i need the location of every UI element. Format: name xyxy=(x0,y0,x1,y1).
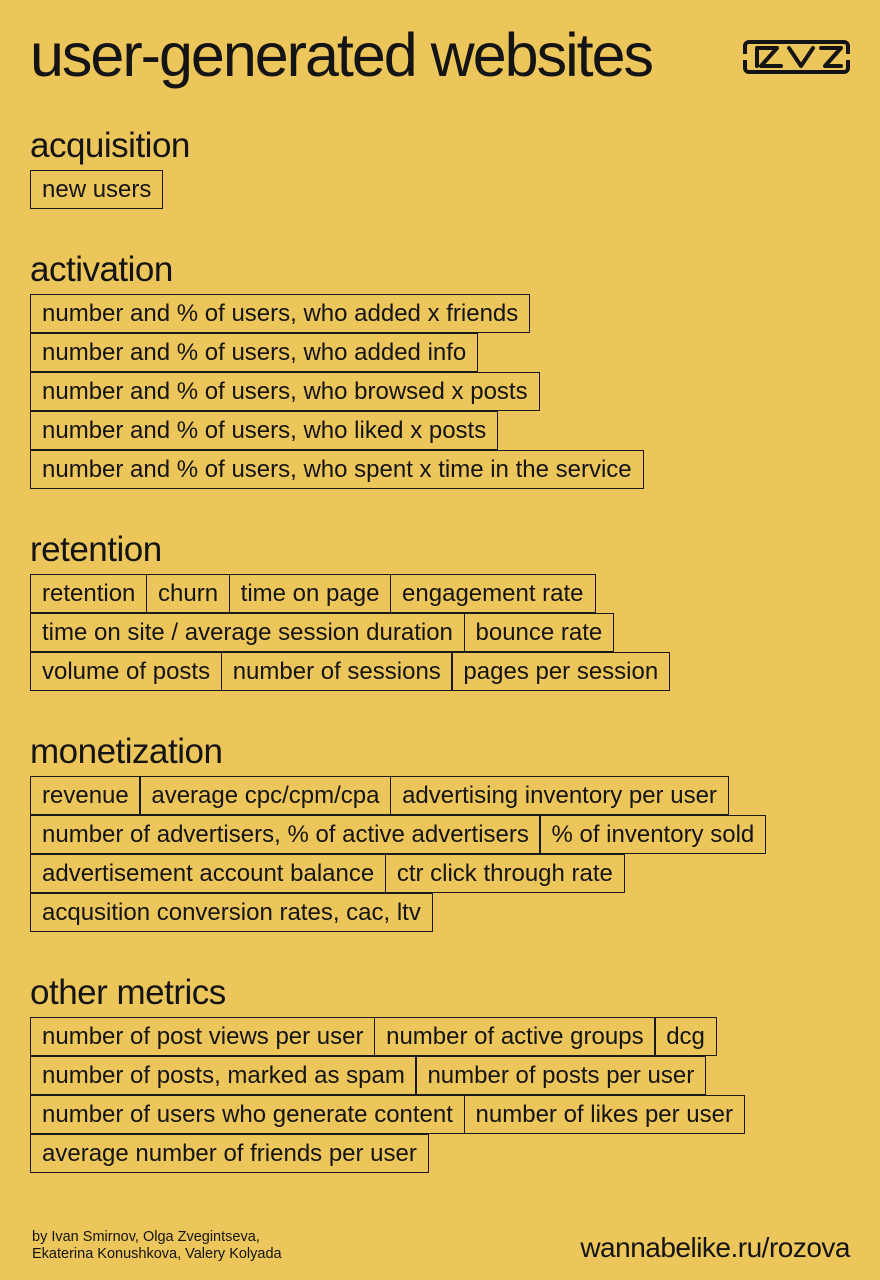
metric-tag: retention xyxy=(30,574,147,613)
metric-tag: acqusition conversion rates, cac, ltv xyxy=(30,893,433,932)
tag-row xyxy=(30,172,190,211)
logo-icon xyxy=(743,40,850,74)
metric-tag: ctr click through rate xyxy=(385,854,625,893)
page-title: user-generated websites xyxy=(30,21,652,89)
metric-tag: advertising inventory per user xyxy=(390,776,729,815)
metric-tag: time on site / average session duration xyxy=(30,613,465,652)
metric-tag: % of inventory sold xyxy=(539,815,766,854)
credits-line: Ekaterina Konushkova, Valery Kolyada xyxy=(32,1246,282,1262)
metric-tag: engagement rate xyxy=(390,574,595,613)
website-link[interactable]: wannabelike.ru/rozova xyxy=(580,1232,850,1263)
tag-row xyxy=(30,615,670,654)
metric-tag: volume of posts xyxy=(30,652,222,691)
tag-row xyxy=(30,452,644,491)
metric-tag: number of posts per user xyxy=(415,1056,706,1095)
metric-tag: number of posts, marked as spam xyxy=(30,1056,417,1095)
tag-row xyxy=(30,1097,745,1136)
metric-tag: number of users who generate content xyxy=(30,1095,465,1134)
metric-tag: churn xyxy=(146,574,230,613)
metric-tag: bounce rate xyxy=(464,613,615,652)
section-acquisition xyxy=(30,128,190,211)
metric-tag: dcg xyxy=(654,1017,717,1056)
tag-row xyxy=(30,1058,745,1097)
tag-row xyxy=(30,413,644,452)
credits-line: by Ivan Smirnov, Olga Zvegintseva, xyxy=(32,1229,260,1245)
tag-row xyxy=(30,335,644,374)
credits xyxy=(32,1229,282,1263)
section-heading: retention xyxy=(30,530,162,569)
metric-tag: pages per session xyxy=(451,652,670,691)
tag-row xyxy=(30,817,766,856)
section-activation xyxy=(30,252,644,491)
section-heading: acquisition xyxy=(30,126,190,165)
metric-tag: average number of friends per user xyxy=(30,1134,429,1173)
tag-row xyxy=(30,1019,745,1058)
metric-tag: number and % of users, who added info xyxy=(30,333,478,372)
metric-tag: number and % of users, who liked x posts xyxy=(30,411,498,450)
metric-tag: number and % of users, who spent x time in the service xyxy=(30,450,644,489)
tag-row xyxy=(30,778,766,817)
metric-tag: time on page xyxy=(229,574,392,613)
section-retention xyxy=(30,532,670,693)
metric-tag: number and % of users, who added x friends xyxy=(30,294,530,333)
section-other-metrics xyxy=(30,975,745,1175)
tag-row xyxy=(30,1136,745,1175)
metric-tag: number of sessions xyxy=(221,652,453,691)
section-monetization xyxy=(30,734,766,934)
section-heading: activation xyxy=(30,250,173,289)
metric-tag: number of active groups xyxy=(374,1017,655,1056)
tag-row xyxy=(30,856,766,895)
section-heading: other metrics xyxy=(30,973,226,1012)
tag-row xyxy=(30,654,670,693)
tag-row xyxy=(30,296,644,335)
metric-tag: advertisement account balance xyxy=(30,854,386,893)
tag-row xyxy=(30,895,766,934)
metric-tag: new users xyxy=(30,170,163,209)
tag-row xyxy=(30,576,670,615)
metric-tag: number of post views per user xyxy=(30,1017,375,1056)
metric-tag: number of advertisers, % of active advertisers xyxy=(30,815,541,854)
metric-tag: number and % of users, who browsed x posts xyxy=(30,372,540,411)
section-heading: monetization xyxy=(30,732,223,771)
metric-tag: average cpc/cpm/cpa xyxy=(139,776,391,815)
metric-tag: number of likes per user xyxy=(464,1095,745,1134)
tag-row xyxy=(30,374,644,413)
metric-tag: revenue xyxy=(30,776,141,815)
